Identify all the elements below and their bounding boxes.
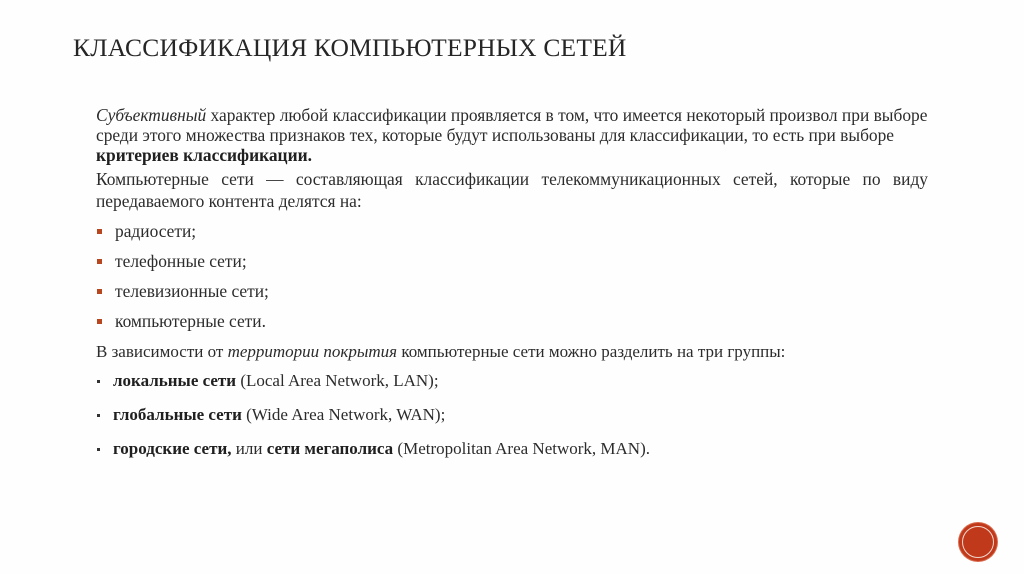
- group-desc: (Metropolitan Area Network, MAN).: [393, 439, 650, 458]
- square-bullet-icon: [97, 229, 102, 234]
- list-item-text: телефонные сети;: [115, 251, 247, 271]
- group-desc: (Local Area Network, LAN);: [236, 371, 439, 390]
- group-connector: или: [231, 439, 267, 458]
- list-item-text: компьютерные сети.: [115, 311, 266, 331]
- intro-text: характер любой классификации проявляется в том, что имеется некоторый произвол при выборе среди этого множества признаков тех, которые будут использованы для классификации, то есть при выборе: [96, 105, 928, 145]
- square-bullet-icon: [97, 319, 102, 324]
- list-item: [96, 404, 928, 438]
- intro-paragraph: [96, 105, 928, 165]
- circle-button-icon[interactable]: [959, 523, 997, 561]
- group-name: городские сети,: [113, 439, 232, 458]
- dot-bullet-icon: [97, 380, 100, 383]
- list-item: [96, 220, 928, 250]
- list-item: [96, 250, 928, 280]
- intro-italic-lead: Субъективный: [96, 105, 207, 125]
- territory-lead: В зависимости от: [96, 342, 228, 361]
- group-desc: (Wide Area Network, WAN);: [241, 405, 446, 424]
- square-bullet-icon: [97, 289, 102, 294]
- list-item-text: телевизионные сети;: [115, 281, 269, 301]
- slide-content: [96, 105, 928, 472]
- list-item: [96, 370, 928, 404]
- group-alt-name: сети мегаполиса: [266, 439, 394, 458]
- list-item: [96, 438, 928, 472]
- intro-bold-tail: критериев классификации.: [96, 145, 312, 165]
- slide-title: КЛАССИФИКАЦИЯ КОМПЬЮТЕРНЫХ СЕТЕЙ: [73, 33, 627, 62]
- territory-tail: компьютерные сети можно разделить на три группы:: [397, 342, 786, 361]
- content-paragraph: Компьютерные сети — составляющая классификации телекоммуникационных сетей, которые по виду передаваемого контента делятся на:: [96, 169, 928, 211]
- group-name: локальные сети: [113, 371, 237, 390]
- content-types-list: [96, 220, 928, 340]
- list-item-text: радиосети;: [115, 221, 197, 241]
- territory-italic: территории покрытия: [227, 342, 398, 361]
- dot-bullet-icon: [97, 414, 100, 417]
- dot-bullet-icon: [97, 448, 100, 451]
- square-bullet-icon: [97, 259, 102, 264]
- group-name: глобальные сети: [113, 405, 242, 424]
- list-item: [96, 280, 928, 310]
- territory-groups-list: [96, 370, 928, 472]
- list-item: [96, 310, 928, 340]
- territory-paragraph: [96, 341, 928, 363]
